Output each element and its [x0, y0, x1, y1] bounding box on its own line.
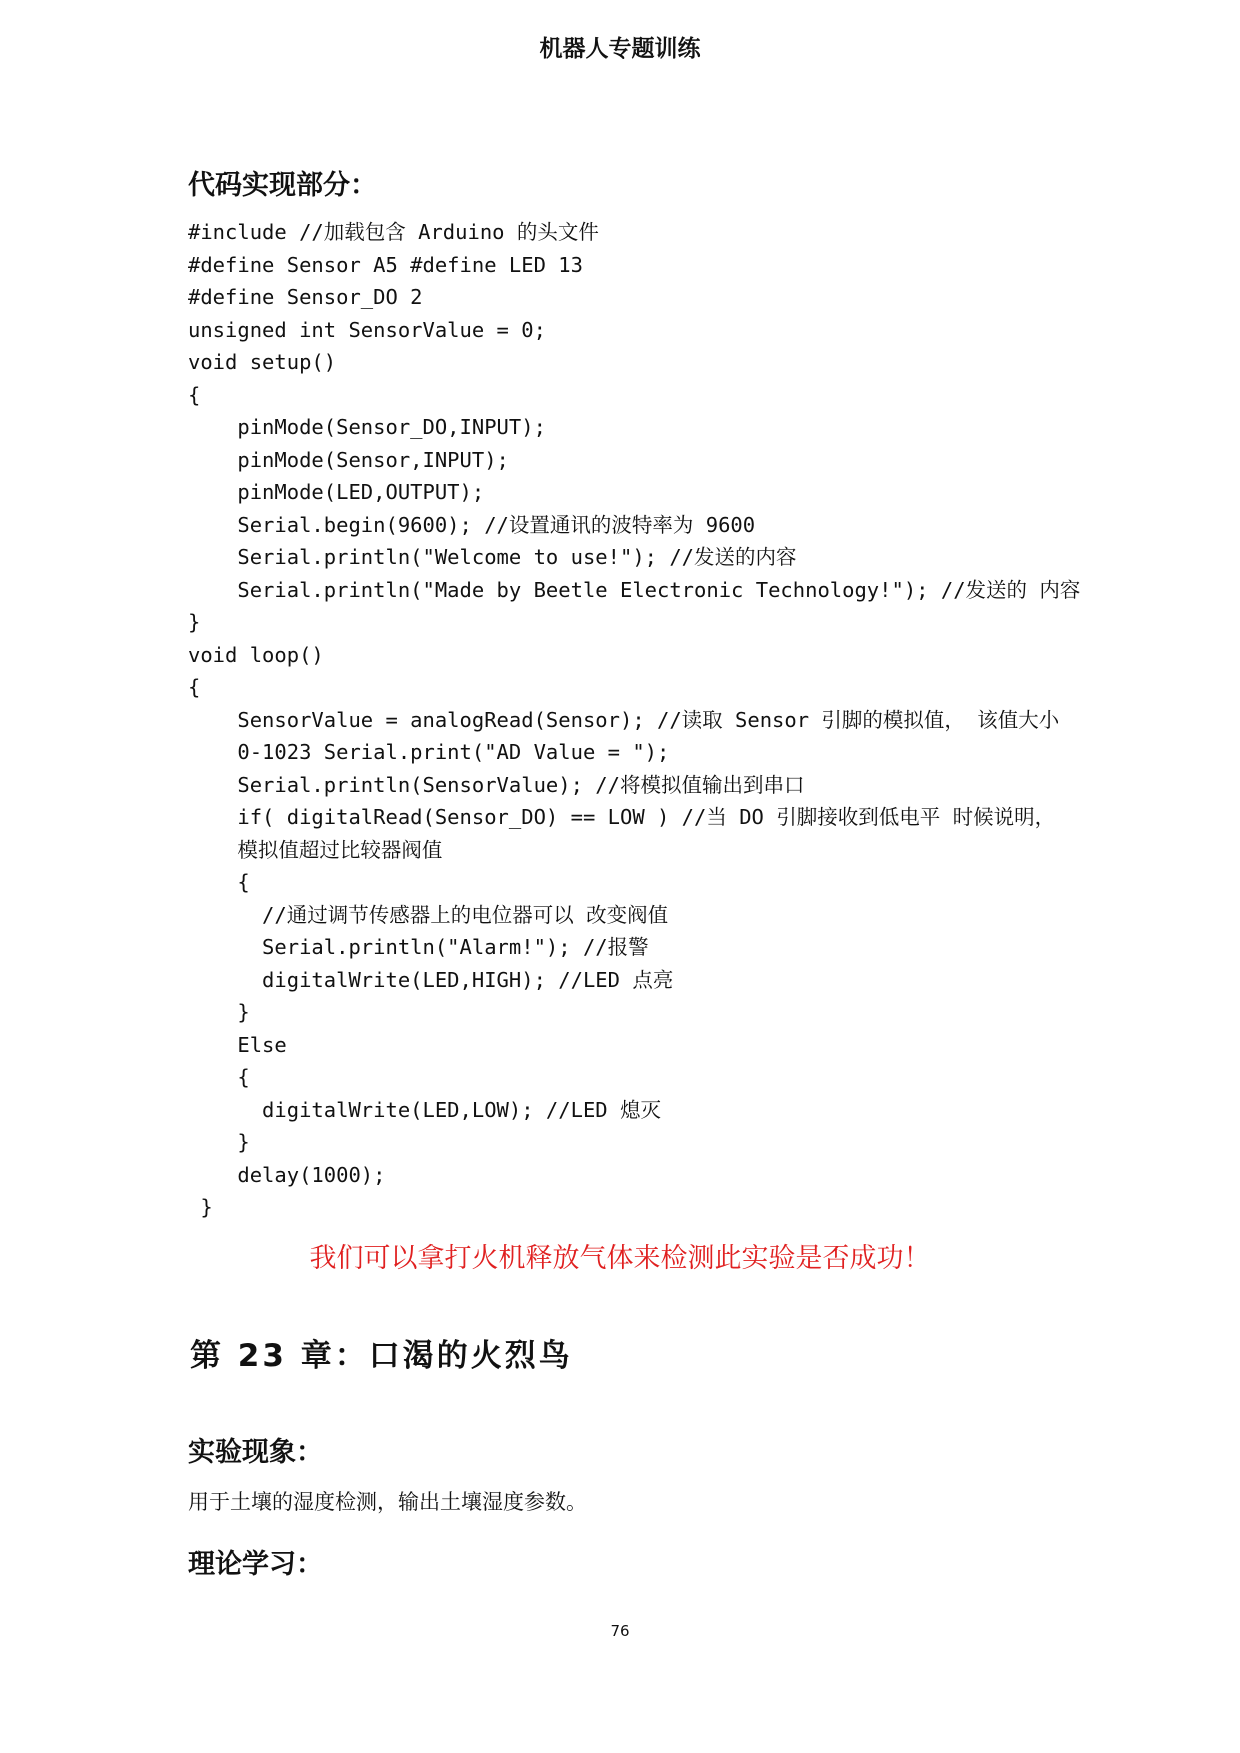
red-note: 我们可以拿打火机释放气体来检测此实验是否成功！ [309, 1243, 931, 1274]
code-line: Serial.println(SensorValue); //将模拟值输出到串口 [188, 772, 805, 797]
code-line: digitalWrite(LED,LOW); //LED 熄灭 [188, 1097, 661, 1122]
code-line: //通过调节传感器上的电位器可以 改变阀值 [188, 902, 669, 927]
code-line: if( digitalRead(Sensor_DO) == LOW ) //当 DO 引脚接收到低电平 时候说明， [188, 805, 1056, 829]
code-line: #include //加载包含 Arduino 的头文件 [188, 220, 599, 244]
code-line: delay(1000); [188, 1162, 386, 1187]
theory-heading: 理论学习： [188, 1549, 323, 1580]
code-line: } [188, 1000, 250, 1024]
chapter-title: 第 23 章：口渴的火烈鸟 [190, 1338, 573, 1374]
code-line: void loop() [188, 642, 324, 667]
phenomenon-text: 用于土壤的湿度检测，输出土壤湿度参数。 [188, 1490, 587, 1514]
code-line: } [188, 610, 201, 634]
phenomenon-heading: 实验现象： [188, 1437, 323, 1468]
code-line: Serial.begin(9600); //设置通讯的波特率为 9600 [188, 512, 756, 537]
code-line: Serial.println("Welcome to use!"); //发送的内容 [188, 545, 797, 569]
code-line: unsigned int SensorValue = 0; [188, 317, 546, 342]
page-number: 76 [610, 1622, 630, 1640]
code-line: Else [188, 1032, 287, 1057]
code-line: pinMode(Sensor_DO,INPUT); [188, 415, 546, 439]
code-line: pinMode(Sensor,INPUT); [188, 447, 509, 472]
code-line: } [188, 1130, 250, 1154]
code-line: void setup() [188, 350, 337, 374]
code-line: SensorValue = analogRead(Sensor); //读取 Sensor 引脚的模拟值， 该值大小 [188, 707, 1060, 732]
code-line: { [188, 870, 250, 894]
code-line: pinMode(LED,OUTPUT); [188, 480, 485, 504]
code-line: { [188, 675, 201, 699]
code-line: digitalWrite(LED,HIGH); //LED 点亮 [188, 967, 674, 992]
code-line: #define Sensor_DO 2 [188, 285, 423, 309]
code-section-heading: 代码实现部分： [188, 170, 377, 201]
page-header: 机器人专题训练 [539, 36, 701, 62]
code-line: 模拟值超过比较器阀值 [188, 837, 443, 862]
code-line: { [188, 382, 201, 407]
code-line: Serial.println("Alarm!"); //报警 [188, 935, 649, 959]
code-line: Serial.println("Made by Beetle Electronic Technology!"); //发送的 内容 [188, 577, 1081, 602]
code-block [188, 216, 1080, 1224]
code-line: 0-1023 Serial.print("AD Value = "); [188, 740, 670, 764]
code-line: #define Sensor A5 #define LED 13 [188, 252, 583, 277]
code-line: { [188, 1065, 250, 1089]
code-line: } [188, 1195, 213, 1219]
